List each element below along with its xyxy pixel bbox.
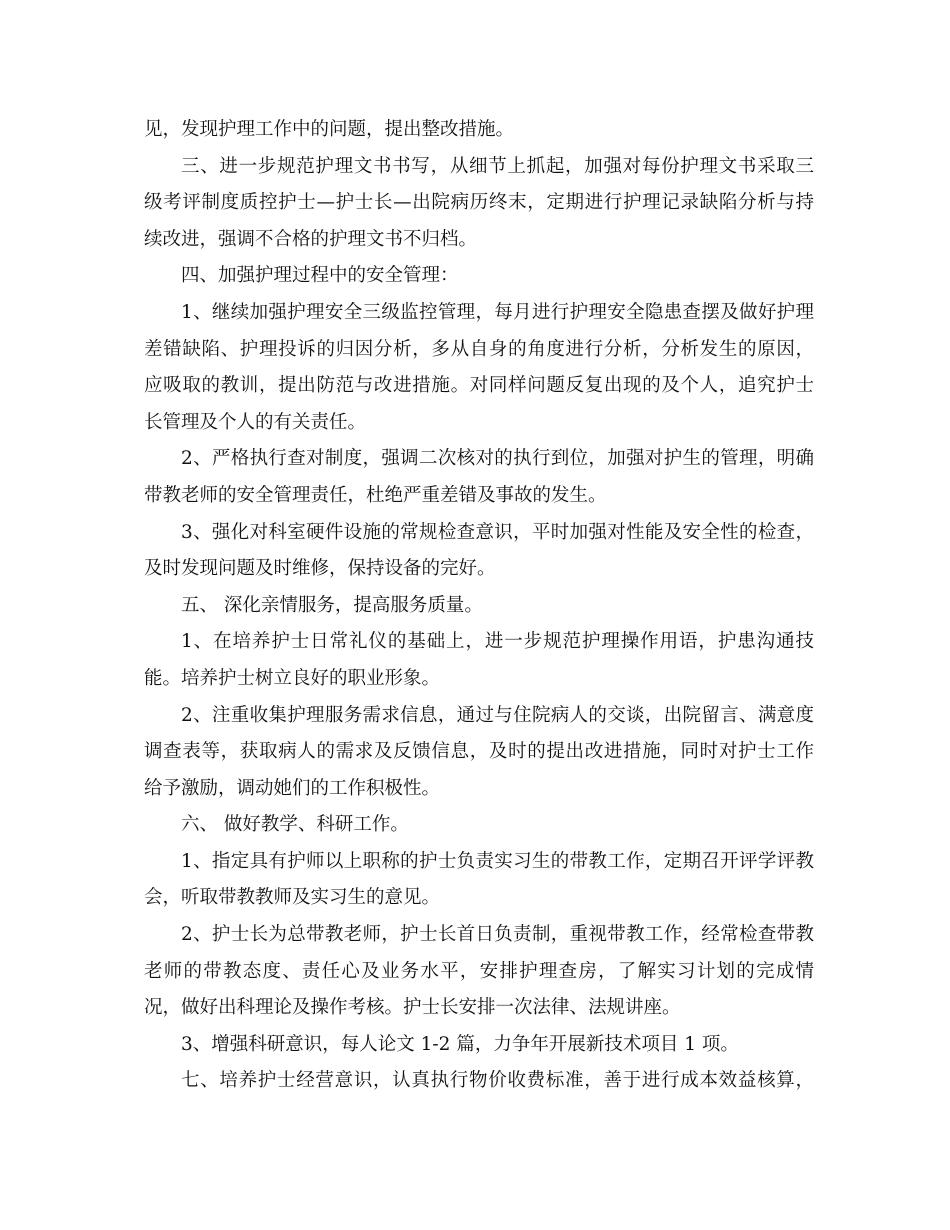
text-line: 长管理及个人的有关责任。 — [144, 411, 367, 433]
text-line: 七、培养护士经营意识，认真执行物价收费标准，善于进行成本效益核算， — [181, 1070, 814, 1092]
text-line: 3、强化对科室硬件设施的常规检查意识，平时加强对性能及安全性的检查， — [181, 521, 814, 543]
text-line: 能。培养护士树立良好的职业形象。 — [144, 667, 441, 689]
text-line: 应吸取的教训，提出防范与改进措施。对同样问题反复出现的及个人，追究护士 — [144, 375, 814, 397]
text-line: 2、护士长为总带教老师，护士长首日负责制，重视带教工作，经常检查带教 — [181, 924, 814, 946]
text-line: 见，发现护理工作中的问题，提出整改措施。 — [144, 119, 515, 140]
text-line: 四、加强护理过程中的安全管理： — [181, 265, 459, 287]
text-line: 级考评制度质控护士—护士长—出院病历终末，定期进行护理记录缺陷分析与持 — [144, 192, 814, 214]
text-line: 调查表等，获取病人的需求及反馈信息，及时的提出改进措施，同时对护士工作 — [144, 741, 814, 763]
text-line: 续改进，强调不合格的护理文书不归档。 — [144, 228, 478, 250]
text-line: 1、继续加强护理安全三级监控管理，每月进行护理安全隐患查摆及做好护理 — [181, 301, 814, 323]
text-line: 带教老师的安全管理责任，杜绝严重差错及事故的发生。 — [144, 484, 607, 506]
text-line: 给予激励，调动她们的工作积极性。 — [144, 777, 441, 799]
text-line: 1、指定具有护师以上职称的护士负责实习生的带教工作，定期召开评学评教 — [181, 850, 814, 872]
text-line: 2、严格执行查对制度，强调二次核对的执行到位，加强对护生的管理，明确 — [181, 448, 814, 470]
text-line: 及时发现问题及时维修，保持设备的完好。 — [144, 558, 496, 580]
text-line: 会，听取带教教师及实习生的意见。 — [144, 887, 441, 909]
text-line: 老师的带教态度、责任心及业务水平，安排护理查房，了解实习计划的完成情 — [144, 960, 814, 982]
document-body — [144, 112, 814, 1100]
text-line: 差错缺陷、护理投诉的归因分析，多从自身的角度进行分析，分析发生的原因， — [144, 338, 814, 360]
text-line: 五、 深化亲情服务，提高服务质量。 — [181, 594, 483, 616]
text-line: 2、注重收集护理服务需求信息，通过与住院病人的交谈，出院留言、满意度 — [181, 704, 814, 726]
text-line: 况，做好出科理论及操作考核。护士长安排一次法律、法规讲座。 — [144, 997, 681, 1019]
text-line: 三、进一步规范护理文书书写，从细节上抓起，加强对每份护理文书采取三 — [181, 155, 814, 177]
text-line: 1、在培养护士日常礼仪的基础上，进一步规范护理操作用语，护患沟通技 — [181, 631, 814, 653]
text-line: 六、 做好教学、科研工作。 — [181, 814, 409, 836]
text-line: 3、增强科研意识，每人论文 1-2 篇，力争年开展新技术项目 1 项。 — [181, 1033, 739, 1055]
